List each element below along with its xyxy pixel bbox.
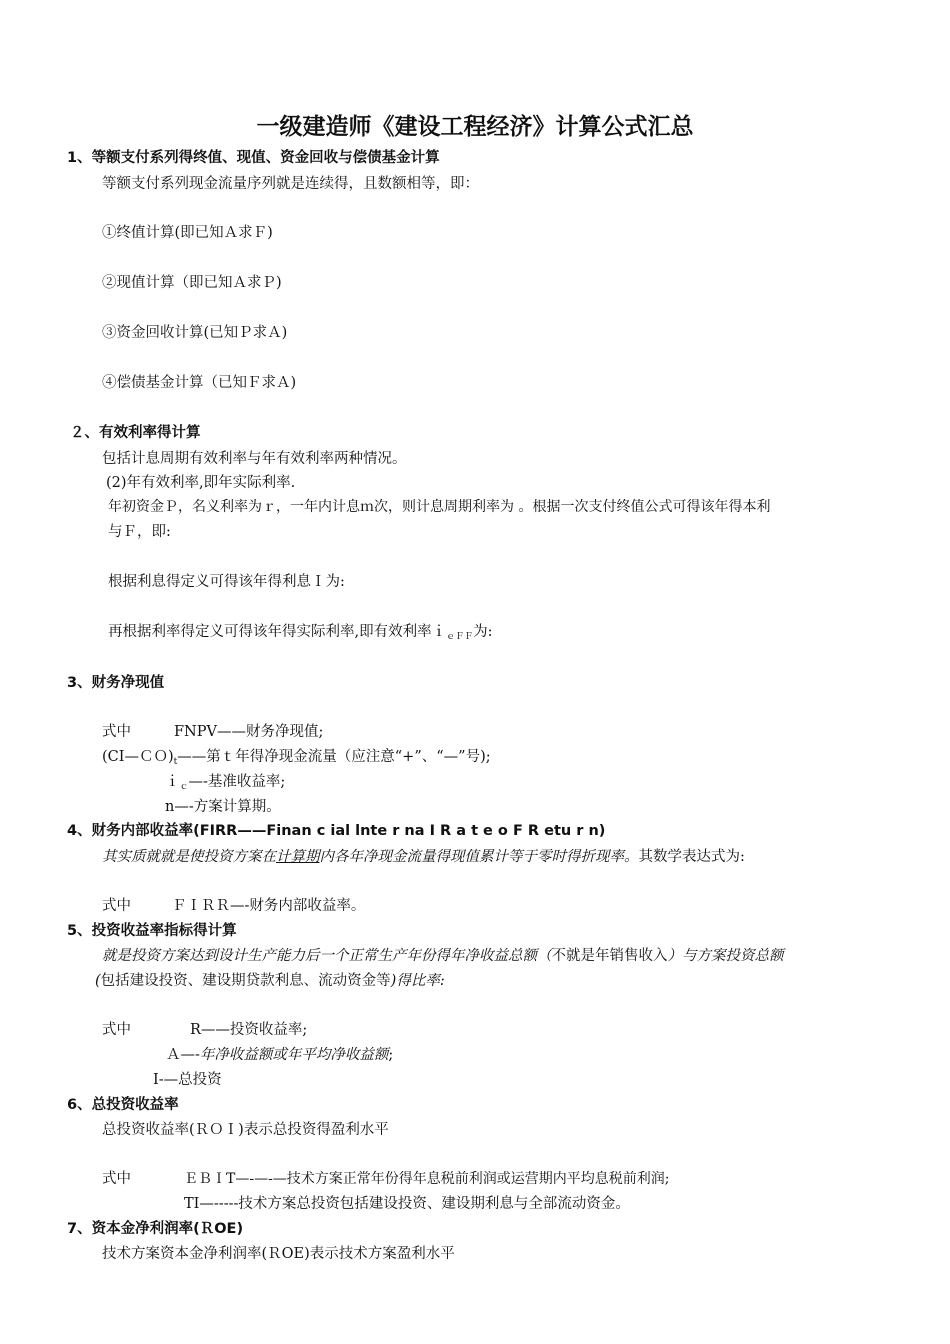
section-1-intro: 等额支付系列现金流量序列就是连续得，且数额相等，即： [102,176,479,192]
section-3-ic-symbol: ｉ [165,774,180,790]
section-3-where-label: 式中 [102,724,131,740]
section-5-where-label: 式中 [102,1022,131,1038]
section-5-a-tail: ; [388,1047,394,1063]
section-2-p4: 根据利息得定义可得该年得利息Ｉ为: [108,574,345,590]
section-7-p1: 技术方案资本金净利润率(ＲOE)表示技术方案盈利水平 [102,1246,455,1262]
document-title: 一级建造师《建设工程经济》计算公式汇总 [256,114,694,140]
section-5-p1-text: 就是投资方案达到设计生产能力后一个正常生产年份得年净收益总额（ [102,948,552,964]
section-4-where-label: 式中 [102,898,131,914]
section-3-fnpv-def: FNPV——财务净现值; [174,724,324,740]
section-1-item-1: ①终值计算(即已知Ａ求Ｆ) [102,225,273,241]
section-4-p1-text2: 内各年净现金流量得现值累计等于零时得折现率。 [319,849,639,865]
section-5-p1 [102,946,784,966]
section-2-p3a: 年初资金Ｐ，名义利率为ｒ，一年内计息ｍ次，则计息周期利率为 。根据一次支付终值公式可得该年得本利 [108,499,771,515]
section-2-p3b: 与Ｆ，即: [108,524,171,540]
section-5-p1-paren: 不就是年销售收入 [551,948,668,964]
section-3-ic-text: —-基准收益率; [188,774,286,790]
section-4-firr-def: ＦＩＲＲ—-财务内部收益率。 [172,898,366,914]
section-6-p1: 总投资收益率(ＲＯＩ)表示总投资得盈利水平 [102,1122,389,1138]
section-4-p1-underlined: 计算期 [276,849,320,865]
section-5-p2-tail: )得比率: [390,973,445,989]
section-5-a-text: 年净收益额或年平均净收益额 [199,1047,389,1063]
section-4-p1-text3: 其数学表达式为: [638,849,745,865]
section-2-p5 [108,622,493,647]
section-3-cashflow-text: ——第ｔ年得净现金流量（应注意“+”、“—”号); [177,749,491,765]
section-5-p2-open: ( [95,973,101,989]
section-6-where-label: 式中 [102,1171,131,1187]
section-3-cashflow-subscript: t [173,757,178,767]
section-5-p2 [95,971,445,991]
section-6-heading: 6、总投资收益率 [67,1097,179,1113]
section-5-r-def: R——投资收益率; [190,1022,308,1038]
section-5-heading: 5、投资收益率指标得计算 [67,923,237,939]
section-5-p2-text: 包括建设投资、建设期贷款利息、流动资金等 [100,973,391,989]
section-2-p5-text: 再根据利率得定义可得该年得实际利率,即有效利率ｉ [108,624,447,640]
section-4-heading: 4、财务内部收益率(FIRR——Finan c ial lnte r na I R a t e o F R etu r n) [67,823,606,839]
section-4-p1 [102,847,745,867]
section-4-p1-text: 其实质就就是使投资方案在 [102,849,276,865]
section-1-item-4: ④偿债基金计算（已知Ｆ求Ａ) [102,375,297,391]
section-2-heading: ２、有效利率得计算 [70,425,201,441]
section-1-item-3: ③资金回收计算(已知Ｐ求Ａ) [102,325,288,341]
section-3-cashflow-symbol: (CI—ＣＯ) [102,749,174,765]
section-3-heading: 3、财务净现值 [67,675,165,691]
section-5-i-def: I-—总投资 [153,1072,222,1088]
section-5-a-symbol: Ａ—- [166,1047,200,1063]
section-1-heading: 1、等额支付系列得终值、现值、资金回收与偿债基金计算 [67,150,440,166]
section-6-ebit-def: ＥＢＩT—-—-—技术方案正常年份得年息税前利润或运营期内平均息税前利润; [184,1171,670,1187]
section-3-n-def: n—-方案计算期。 [165,799,281,815]
section-2-p5-subscript: ｅＦＦ [446,632,474,642]
section-3-cashflow-def [102,747,491,772]
section-6-ti-def: TI—-----技术方案总投资包括建设投资、建设期利息与全部流动资金。 [184,1196,630,1212]
section-1-item-2: ②现值计算（即已知Ａ求Ｐ) [102,275,282,291]
section-2-p2: (2)年有效利率,即年实际利率. [106,475,296,491]
section-3-ic-def [165,772,285,797]
section-2-p1: 包括计息周期有效利率与年有效利率两种情况。 [102,451,407,467]
section-3-ic-subscript: ｃ [179,782,189,792]
section-7-heading: 7、资本金净利润率(ＲOE) [67,1221,244,1237]
section-5-a-def [166,1045,393,1065]
section-5-p1-tail: ）与方案投资总额 [667,948,784,964]
section-2-p5-tail: 为: [473,624,493,640]
